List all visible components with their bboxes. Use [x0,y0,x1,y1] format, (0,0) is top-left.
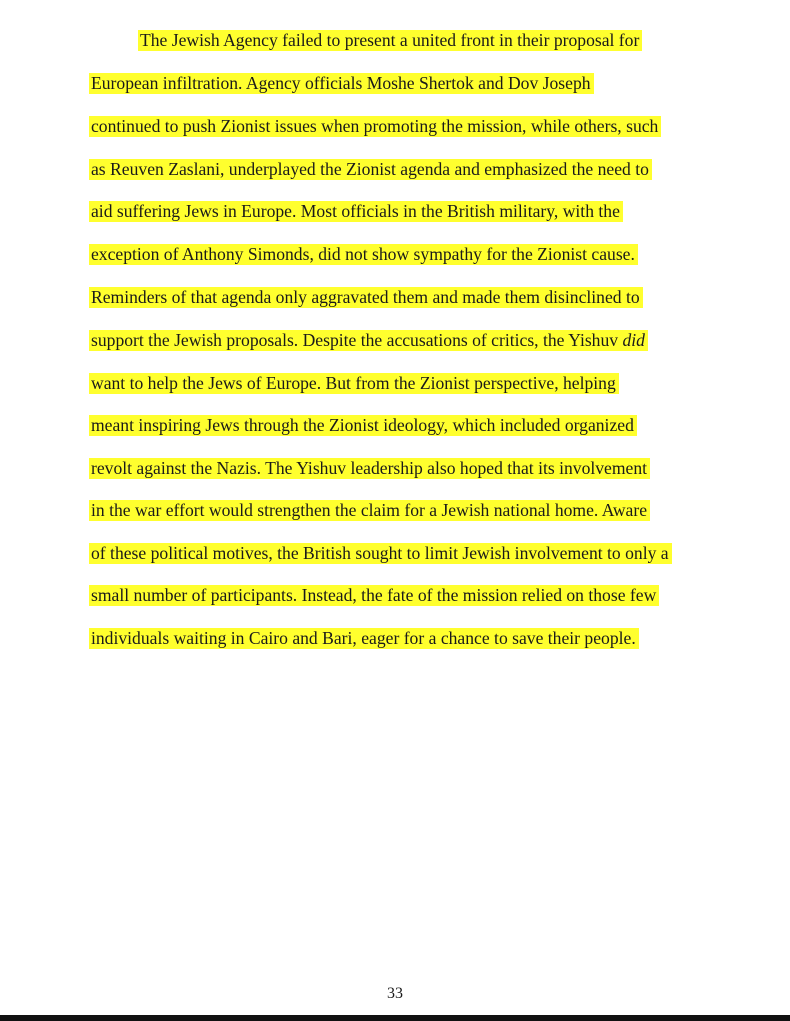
paragraph-line [89,414,637,437]
paragraph-line [89,627,639,650]
highlighted-text: aid suffering Jews in Europe. Most officials in the British military, with the [89,201,623,222]
paragraph-line [89,243,638,266]
highlighted-text: small number of participants. Instead, the fate of the mission relied on those few [89,585,659,606]
paragraph-line [89,584,659,607]
paragraph-line [89,329,648,352]
paragraph-line [138,29,642,52]
paragraph-line [89,457,650,480]
highlighted-text: as Reuven Zaslani, underplayed the Zionist agenda and emphasized the need to [89,159,652,180]
scan-bottom-edge [0,1015,790,1021]
highlighted-text: exception of Anthony Simonds, did not show sympathy for the Zionist cause. [89,244,638,265]
paragraph-line [89,372,619,395]
paragraph-line [89,286,643,309]
highlighted-text: The Jewish Agency failed to present a united front in their proposal for [138,30,642,51]
paragraph-line [89,115,661,138]
page-number: 33 [387,985,403,1002]
paragraph-line [89,542,672,565]
highlighted-text: continued to push Zionist issues when promoting the mission, while others, such [89,116,661,137]
paragraph-line [89,200,623,223]
highlighted-text: of these political motives, the British sought to limit Jewish involvement to only a [89,543,672,564]
paragraph-line [89,72,594,95]
highlighted-text: in the war effort would strengthen the claim for a Jewish national home. Aware [89,500,650,521]
highlighted-text [89,330,648,351]
emphasized-word: did [622,330,645,350]
highlighted-text: want to help the Jews of Europe. But from the Zionist perspective, helping [89,373,619,394]
line-text: support the Jewish proposals. Despite the accusations of critics, the Yishuv [91,330,623,350]
highlighted-text: individuals waiting in Cairo and Bari, eager for a chance to save their people. [89,628,639,649]
highlighted-text: Reminders of that agenda only aggravated them and made them disinclined to [89,287,643,308]
highlighted-text: meant inspiring Jews through the Zionist ideology, which included organized [89,415,637,436]
paragraph-line [89,499,650,522]
highlighted-text: revolt against the Nazis. The Yishuv leadership also hoped that its involvement [89,458,650,479]
highlighted-text: European infiltration. Agency officials Moshe Shertok and Dov Joseph [89,73,594,94]
paragraph-line [89,158,652,181]
